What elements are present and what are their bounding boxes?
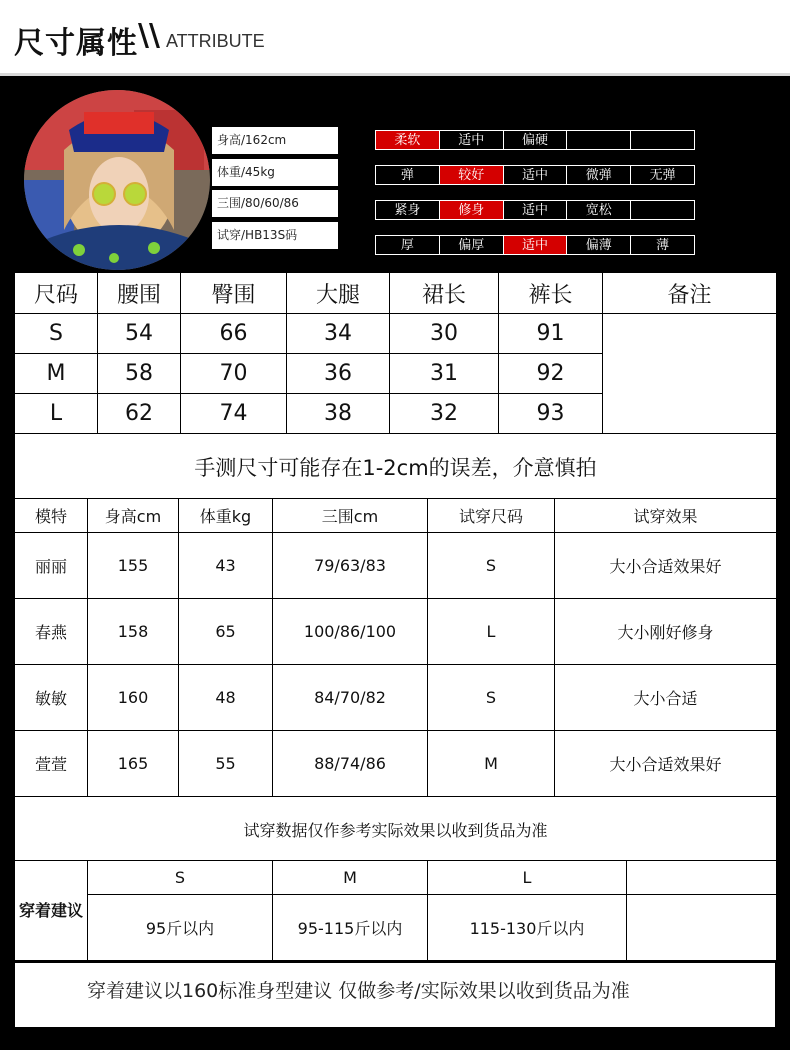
table-cell: 88/74/86 — [273, 731, 428, 797]
attr-cell — [630, 130, 695, 150]
attr-cell: 紧身 — [375, 200, 440, 220]
table-cell: 32 — [390, 394, 499, 434]
table-cell: S — [428, 665, 555, 731]
attr-row-fit — [375, 200, 699, 220]
table-cell: L — [15, 394, 98, 434]
table-cell: 79/63/83 — [273, 533, 428, 599]
table-cell: L — [428, 861, 627, 895]
table-cell: 38 — [287, 394, 390, 434]
attr-cell: 宽松 — [566, 200, 631, 220]
table-cell: 62 — [98, 394, 181, 434]
title-separator: \\ — [138, 18, 160, 53]
table-cell: M — [15, 354, 98, 394]
table-row — [15, 731, 777, 797]
attr-row-thickness — [375, 235, 699, 255]
attr-row-elasticity — [375, 165, 699, 185]
header-cell: 裤长 — [499, 273, 603, 314]
table-cell: 160 — [88, 665, 179, 731]
table-cell: 春燕 — [15, 599, 88, 665]
size-table — [14, 272, 777, 500]
attr-cell: 柔软 — [375, 130, 440, 150]
table-cell: 74 — [181, 394, 287, 434]
attr-cell: 偏硬 — [503, 130, 568, 150]
attr-cell: 较好 — [439, 165, 504, 185]
profile-height: 身高/162cm — [212, 127, 338, 154]
model-note-row — [15, 797, 777, 863]
header-cell: 腰围 — [98, 273, 181, 314]
size-table-header — [15, 273, 777, 314]
table-cell: 55 — [179, 731, 273, 797]
table-cell: 丽丽 — [15, 533, 88, 599]
attr-cell: 无弹 — [630, 165, 695, 185]
header-cell: 尺码 — [15, 273, 98, 314]
header-cell: 备注 — [603, 273, 777, 314]
page-header — [0, 0, 790, 76]
table-cell: 43 — [179, 533, 273, 599]
attr-cell: 厚 — [375, 235, 440, 255]
table-row — [15, 599, 777, 665]
attr-cell — [630, 200, 695, 220]
header-cell: 大腿 — [287, 273, 390, 314]
table-cell: 95-115斤以内 — [273, 895, 428, 961]
table-cell: 大小刚好修身 — [555, 599, 777, 665]
table-cell: 66 — [181, 314, 287, 354]
table-row — [15, 533, 777, 599]
wear-suggestion-table — [14, 860, 777, 961]
table-cell: S — [15, 314, 98, 354]
table-cell: S — [428, 533, 555, 599]
table-cell: 100/86/100 — [273, 599, 428, 665]
attr-cell: 偏薄 — [566, 235, 631, 255]
table-cell: 34 — [287, 314, 390, 354]
table-cell — [627, 895, 777, 961]
table-cell: L — [428, 599, 555, 665]
table-cell: M — [273, 861, 428, 895]
wear-note: 穿着建议以160标准身型建议 仅做参考/实际效果以收到货品为准 — [14, 962, 776, 1028]
table-cell: 大小合适效果好 — [555, 533, 777, 599]
model-table-header — [15, 499, 777, 533]
model-photo — [24, 90, 210, 270]
title-en: ATTRIBUTE — [166, 31, 265, 51]
table-cell: S — [88, 861, 273, 895]
table-cell: 92 — [499, 354, 603, 394]
table-cell: 敏敏 — [15, 665, 88, 731]
table-cell: 115-130斤以内 — [428, 895, 627, 961]
wear-suggestion-label: 穿着建议 — [15, 861, 88, 961]
table-cell: 84/70/82 — [273, 665, 428, 731]
table-cell: 158 — [88, 599, 179, 665]
attr-row-softness — [375, 130, 699, 150]
table-cell: 48 — [179, 665, 273, 731]
table-cell: 54 — [98, 314, 181, 354]
profile-weight: 体重/45kg — [212, 159, 338, 186]
attr-cell — [566, 130, 631, 150]
attr-cell: 适中 — [439, 130, 504, 150]
table-cell: 大小合适 — [555, 665, 777, 731]
table-cell: 93 — [499, 394, 603, 434]
table-cell: 31 — [390, 354, 499, 394]
header-cell: 三围cm — [273, 499, 428, 533]
header-cell: 试穿效果 — [555, 499, 777, 533]
profile-measurements: 三围/80/60/86 — [212, 190, 338, 217]
size-note-row — [15, 434, 777, 500]
header-cell: 试穿尺码 — [428, 499, 555, 533]
size-note: 手测尺寸可能存在1-2cm的误差，介意慎拍 — [15, 434, 777, 500]
attr-cell: 薄 — [630, 235, 695, 255]
table-cell: 36 — [287, 354, 390, 394]
attr-cell: 修身 — [439, 200, 504, 220]
attr-cell: 微弹 — [566, 165, 631, 185]
table-cell: 165 — [88, 731, 179, 797]
attr-cell: 偏厚 — [439, 235, 504, 255]
attr-cell: 适中 — [503, 165, 568, 185]
attr-cell: 适中 — [503, 200, 568, 220]
table-row — [15, 314, 777, 354]
attr-cell: 适中 — [503, 235, 568, 255]
wear-weight-row — [15, 895, 777, 961]
table-cell: 58 — [98, 354, 181, 394]
header-cell: 模特 — [15, 499, 88, 533]
table-cell: 95斤以内 — [88, 895, 273, 961]
table-cell — [627, 861, 777, 895]
table-cell: 155 — [88, 533, 179, 599]
wear-size-row — [15, 861, 777, 895]
table-cell: M — [428, 731, 555, 797]
profile-trial-size: 试穿/HB13S码 — [212, 222, 338, 249]
header-cell: 臀围 — [181, 273, 287, 314]
table-cell: 70 — [181, 354, 287, 394]
header-cell: 裙长 — [390, 273, 499, 314]
model-note: 试穿数据仅作参考实际效果以收到货品为准 — [15, 797, 777, 863]
title-cn: 尺寸属性 — [14, 26, 138, 61]
table-cell: 萱萱 — [15, 731, 88, 797]
table-cell: 30 — [390, 314, 499, 354]
remarks-cell — [603, 314, 777, 434]
attr-cell: 弹 — [375, 165, 440, 185]
table-row — [15, 665, 777, 731]
table-cell: 65 — [179, 599, 273, 665]
header-cell: 体重kg — [179, 499, 273, 533]
header-cell: 身高cm — [88, 499, 179, 533]
table-cell: 91 — [499, 314, 603, 354]
model-table — [14, 498, 777, 863]
table-cell: 大小合适效果好 — [555, 731, 777, 797]
